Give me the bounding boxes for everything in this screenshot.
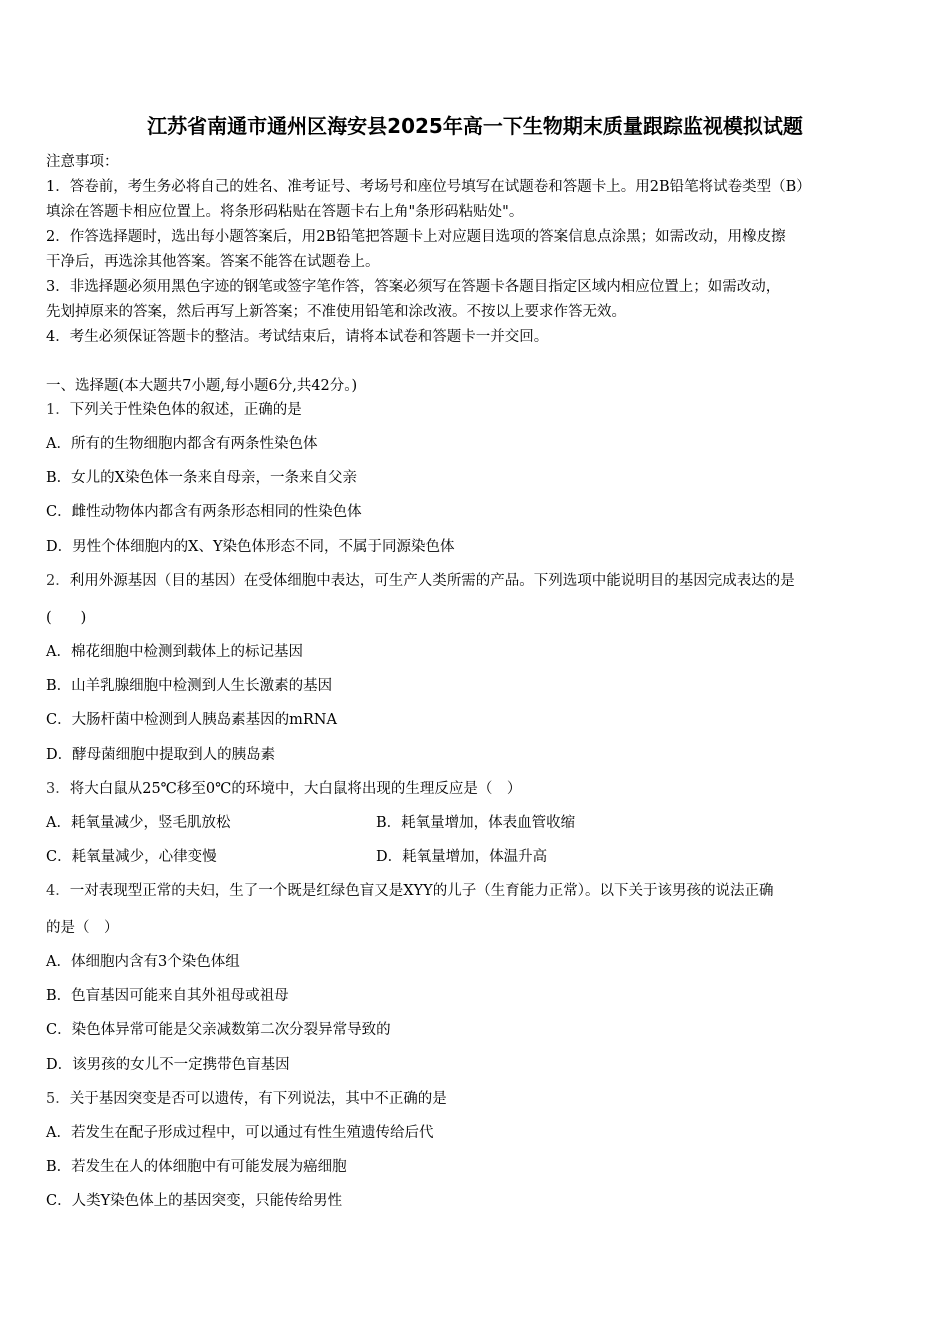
- option-b: B．山羊乳腺细胞中检测到人生长激素的基因: [46, 678, 333, 694]
- option-c: C．雌性动物体内都含有两条形态相同的性染色体: [46, 504, 362, 520]
- question-text: 将大白鼠从25℃移至0℃的环境中，大白鼠将出现的生理反应是（ ）: [69, 781, 522, 797]
- answer-blank: ( ): [46, 610, 87, 626]
- question-number: 1．: [46, 402, 70, 418]
- option-c: C．染色体异常可能是父亲减数第二次分裂异常导致的: [46, 1022, 391, 1038]
- option-d: D．男性个体细胞内的X、Y染色体形态不同，不属于同源染色体: [46, 539, 455, 555]
- page-title: 江苏省南通市通州区海安县2025年高一下生物期末质量跟踪监视模拟试题: [147, 114, 803, 138]
- notice-heading: 注意事项：: [46, 154, 119, 170]
- notice-line: 填涂在答题卡相应位置上。将条形码粘贴在答题卡右上角"条形码粘贴处"。: [46, 204, 524, 220]
- option-d: D．该男孩的女儿不一定携带色盲基因: [46, 1057, 290, 1073]
- notice-line: 2．作答选择题时，选出每小题答案后，用2B铅笔把答题卡上对应题目选项的答案信息点涂黑；如需改动，用橡皮擦: [46, 229, 786, 245]
- question-stem-continued: 的是（ ）: [46, 920, 119, 936]
- option-c: C．人类Y染色体上的基因突变，只能传给男性: [46, 1193, 343, 1209]
- option-c: C．大肠杆菌中检测到人胰岛素基因的mRNA: [46, 712, 337, 728]
- question-stem: [46, 1089, 447, 1109]
- question-text: 关于基因突变是否可以遗传，有下列说法，其中不正确的是: [69, 1091, 447, 1107]
- notice-line: 干净后，再选涂其他答案。答案不能答在试题卷上。: [46, 254, 380, 270]
- question-text: 一对表现型正常的夫妇，生了一个既是红绿色盲又是XYY的儿子（生育能力正常）。以下关于该男孩的说法正确: [69, 883, 774, 899]
- notice-line: 1．答卷前，考生务必将自己的姓名、准考证号、考场号和座位号填写在试题卷和答题卡上。用2B铅笔将试卷类型（B）: [46, 179, 811, 195]
- question-number: 5．: [46, 1091, 70, 1107]
- option-d: D．酵母菌细胞中提取到人的胰岛素: [46, 747, 276, 763]
- option-b: B．女儿的X染色体一条来自母亲，一条来自父亲: [46, 470, 357, 486]
- section-heading: 一、选择题(本大题共7小题,每小题6分,共42分。): [46, 378, 358, 394]
- question-stem: [46, 779, 521, 799]
- question-number: 3．: [46, 781, 70, 797]
- option-b: B．色盲基因可能来自其外祖母或祖母: [46, 988, 289, 1004]
- option-d: D．耗氧量增加，体温升高: [376, 849, 548, 865]
- notice-line: 4．考生必须保证答题卡的整洁。考试结束后，请将本试卷和答题卡一并交回。: [46, 329, 549, 345]
- option-a: A．若发生在配子形成过程中，可以通过有性生殖遗传给后代: [46, 1125, 434, 1141]
- question-text: 下列关于性染色体的叙述，正确的是: [69, 402, 302, 418]
- question-stem: [46, 571, 795, 591]
- notice-line: 3．非选择题必须用黑色字迹的钢笔或签字笔作答，答案必须写在答题卡各题目指定区域内相应位置上；如需改动，: [46, 279, 781, 295]
- question-stem: [46, 881, 773, 901]
- notice-line: 先划掉原来的答案，然后再写上新答案；不准使用铅笔和涂改液。不按以上要求作答无效。: [46, 304, 626, 320]
- option-a: A．棉花细胞中检测到载体上的标记基因: [46, 644, 303, 660]
- option-a: A．耗氧量减少，竖毛肌放松: [46, 815, 231, 831]
- option-b: B．耗氧量增加，体表血管收缩: [376, 815, 576, 831]
- question-number: 4．: [46, 883, 70, 899]
- question-number: 2．: [46, 573, 70, 589]
- option-a: A．体细胞内含有3个染色体组: [46, 954, 240, 970]
- question-text: 利用外源基因（目的基因）在受体细胞中表达，可生产人类所需的产品。下列选项中能说明目的基因完成表达的是: [69, 573, 795, 589]
- option-c: C．耗氧量减少，心律变慢: [46, 849, 217, 865]
- option-b: B．若发生在人的体细胞中有可能发展为癌细胞: [46, 1159, 347, 1175]
- question-stem: [46, 400, 302, 420]
- option-a: A．所有的生物细胞内都含有两条性染色体: [46, 436, 318, 452]
